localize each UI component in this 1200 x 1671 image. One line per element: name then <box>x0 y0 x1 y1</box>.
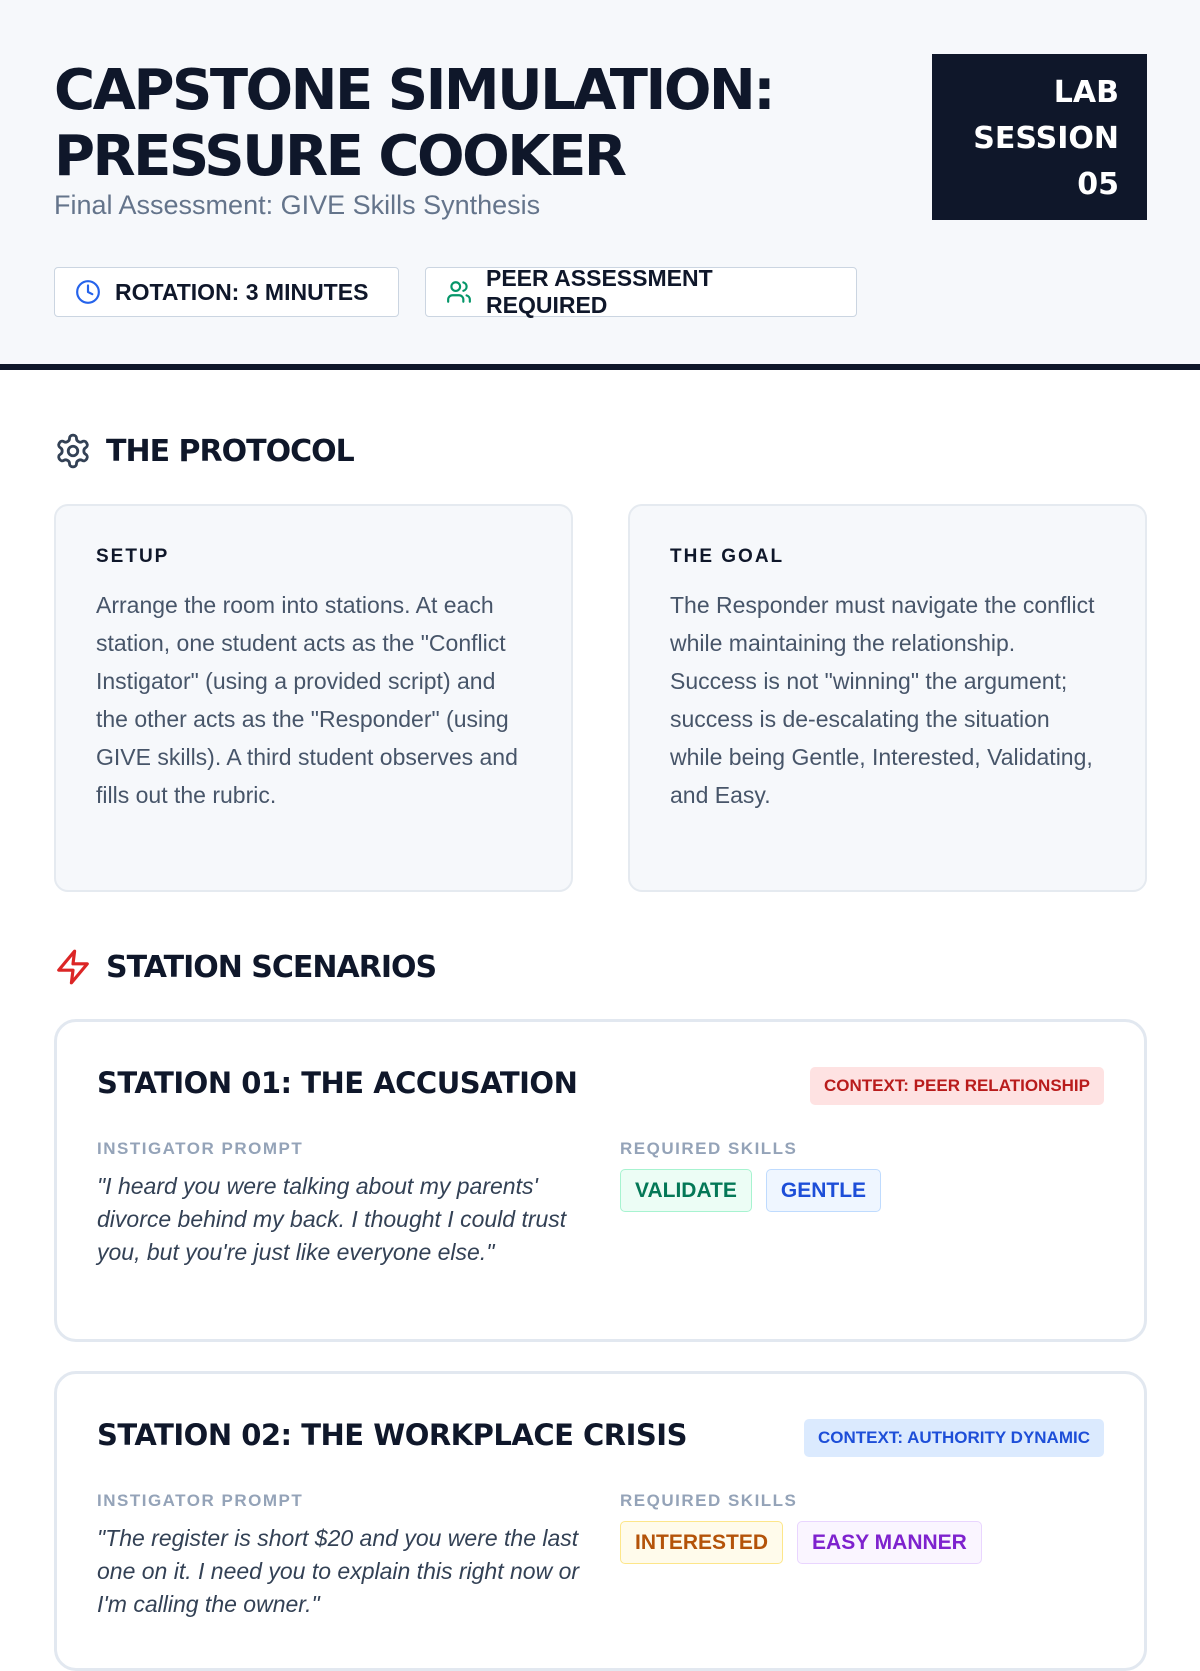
instigator-prompt-text: "The register is short $20 and you were the last one on it. I need you to explain this right now or I'm calling the owner." <box>97 1525 580 1617</box>
skill-tag: EASY MANNER <box>797 1521 982 1564</box>
session-badge <box>932 54 1147 220</box>
setup-card <box>54 504 573 892</box>
skills-list <box>620 1521 982 1564</box>
stations-heading <box>54 948 436 986</box>
station-title: STATION 02: THE WORKPLACE CRISIS <box>97 1418 687 1452</box>
context-badge: CONTEXT: AUTHORITY DYNAMIC <box>804 1419 1104 1457</box>
required-skills-label: REQUIRED SKILLS <box>620 1139 798 1158</box>
required-skills-label: REQUIRED SKILLS <box>620 1491 798 1510</box>
skill-tag: INTERESTED <box>620 1521 783 1564</box>
context-badge: CONTEXT: PEER RELATIONSHIP <box>810 1067 1104 1105</box>
protocol-title: THE PROTOCOL <box>106 433 354 469</box>
setup-title: SETUP <box>96 546 170 567</box>
stations-title: STATION SCENARIOS <box>106 949 437 985</box>
skill-tag: VALIDATE <box>620 1169 752 1212</box>
page-title: CAPSTONE SIMULATION: PRESSURE COOKER <box>54 58 774 189</box>
session-line-2: SESSION <box>973 121 1119 156</box>
clock-icon <box>75 279 101 305</box>
instigator-prompt-label: INSTIGATOR PROMPT <box>97 1491 304 1510</box>
users-icon <box>446 279 472 305</box>
peer-assessment-pill <box>425 267 857 317</box>
lightning-icon <box>54 948 92 986</box>
instigator-prompt-label: INSTIGATOR PROMPT <box>97 1139 304 1158</box>
station-card <box>54 1019 1147 1342</box>
station-card <box>54 1371 1147 1671</box>
rotation-pill <box>54 267 399 317</box>
instigator-prompt-text: "I heard you were talking about my parents' divorce behind my back. I thought I could trust you, but you're just like everyone else." <box>97 1173 567 1265</box>
skill-tag: GENTLE <box>766 1169 881 1212</box>
rotation-label: ROTATION: 3 MINUTES <box>115 278 369 305</box>
gear-icon <box>54 432 92 470</box>
goal-title: THE GOAL <box>670 546 785 567</box>
goal-card <box>628 504 1147 892</box>
goal-text: The Responder must navigate the conflict while maintaining the relationship. Success is not "winning" the argument; success is de-escalating the situation while being Gentle, Interested, Validating, and Easy. <box>670 592 1095 808</box>
page-header <box>0 0 1200 370</box>
skills-list <box>620 1169 881 1212</box>
peer-assessment-label: PEER ASSESSMENT REQUIRED <box>486 265 713 318</box>
setup-text: Arrange the room into stations. At each station, one student acts as the "Conflict Instigator" (using a provided script) and the other acts as the "Responder" (using GIVE skills). A third student observes and fills out the rubric. <box>96 592 518 808</box>
station-title: STATION 01: THE ACCUSATION <box>97 1066 578 1100</box>
session-line-3: 05 <box>1077 167 1119 202</box>
protocol-heading <box>54 432 354 470</box>
page-subtitle: Final Assessment: GIVE Skills Synthesis <box>54 190 541 220</box>
session-line-1: LAB <box>1053 75 1119 110</box>
